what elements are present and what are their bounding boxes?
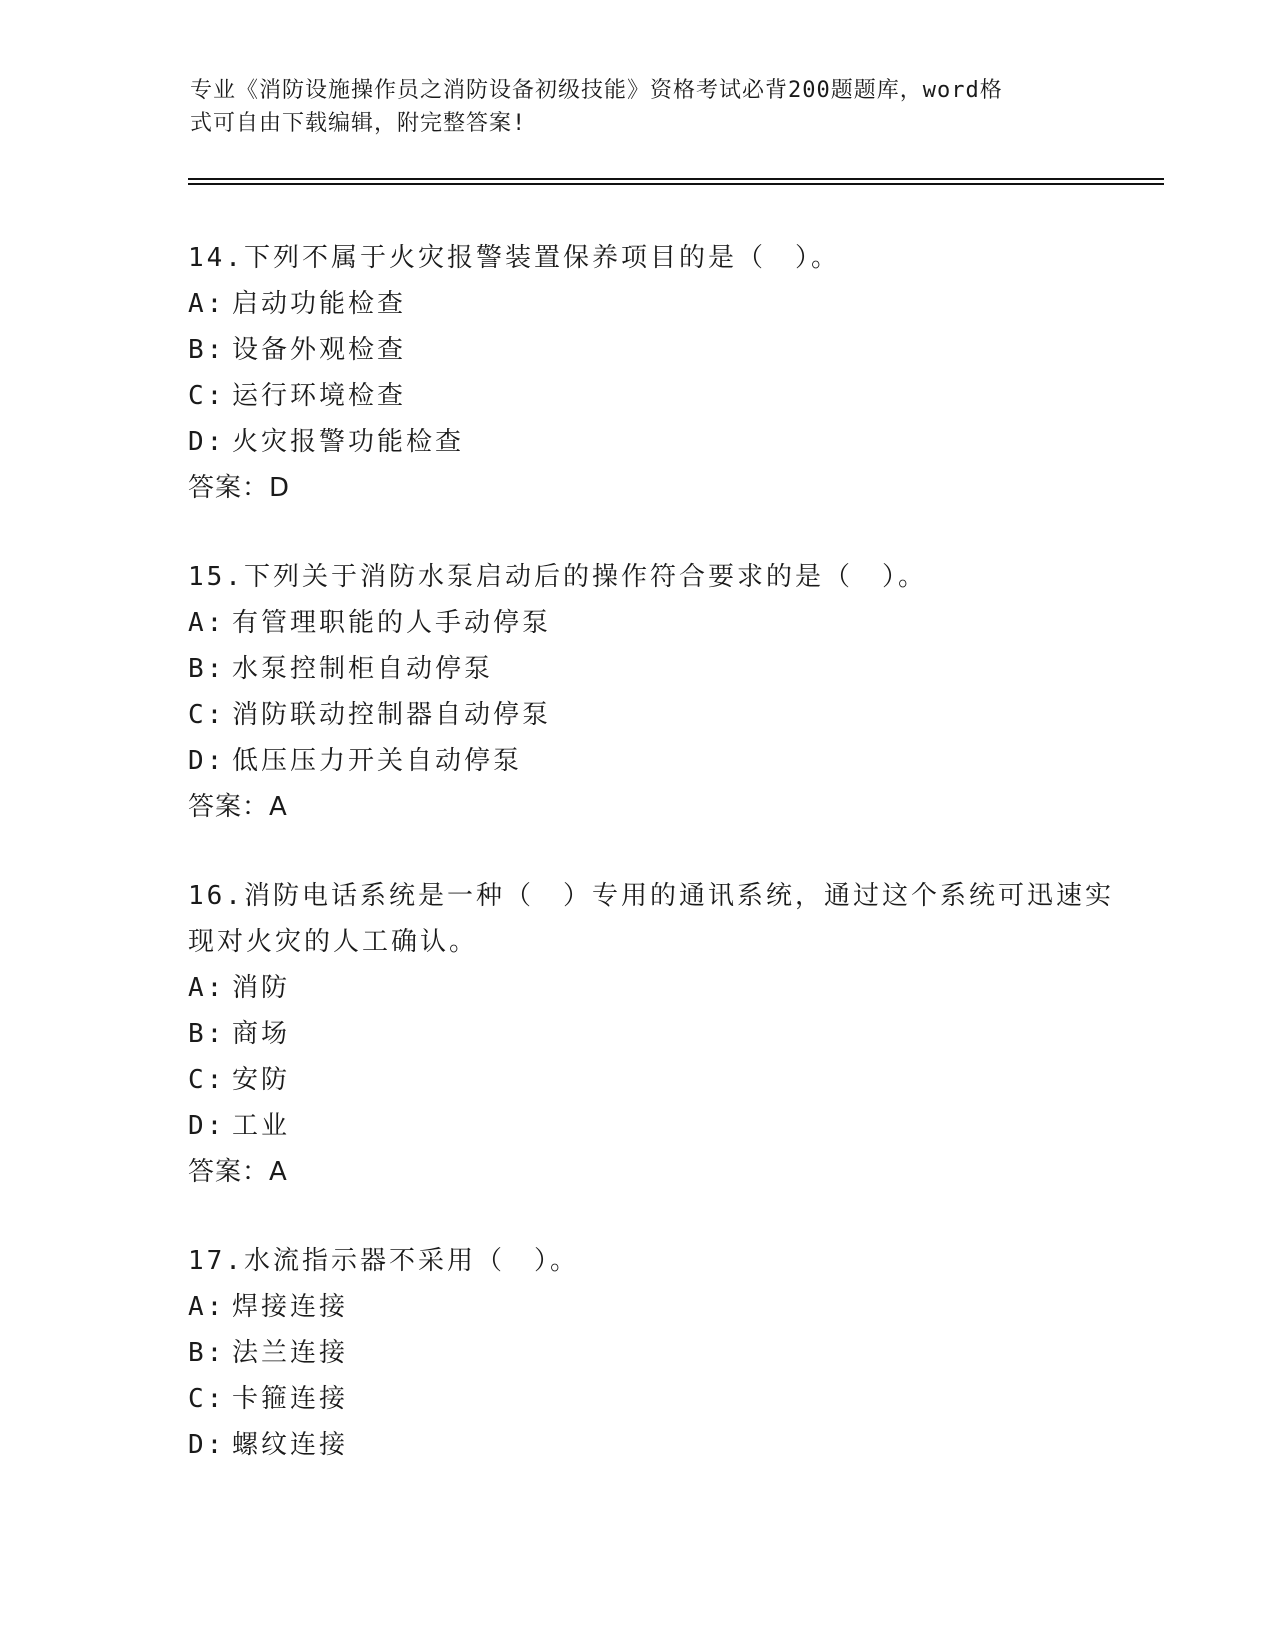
option-letter: C: — [188, 700, 226, 730]
option-text: 消防联动控制器自动停泵 — [232, 700, 552, 730]
option-c — [188, 1376, 1138, 1422]
question-stem: 16.消防电话系统是一种（ ）专用的通讯系统，通过这个系统可迅速实现对火灾的人工确认。 — [188, 881, 1114, 957]
option-b — [188, 327, 1138, 373]
answer-line: 答案：A — [188, 1157, 288, 1187]
option-text: 焊接连接 — [232, 1292, 349, 1322]
option-letter: B: — [188, 335, 226, 365]
option-letter: C: — [188, 381, 226, 411]
option-letter: A: — [188, 973, 226, 1003]
option-d — [188, 1422, 1138, 1468]
option-letter: B: — [188, 1019, 226, 1049]
question-15 — [188, 554, 1138, 830]
option-letter: D: — [188, 1430, 226, 1460]
option-letter: A: — [188, 1292, 226, 1322]
option-b — [188, 1330, 1138, 1376]
option-letter: D: — [188, 1111, 226, 1141]
option-d — [188, 1103, 1138, 1149]
header-line-2: 式可自由下载编辑，附完整答案! — [190, 111, 527, 136]
option-d — [188, 738, 1138, 784]
question-14 — [188, 235, 1138, 511]
option-a — [188, 965, 1138, 1011]
option-a — [188, 281, 1138, 327]
option-letter: A: — [188, 608, 226, 638]
header-rule-top — [188, 178, 1164, 180]
question-stem: 15.下列关于消防水泵启动后的操作符合要求的是（ ）。 — [188, 562, 927, 592]
option-text: 安防 — [232, 1065, 291, 1095]
option-letter: C: — [188, 1384, 226, 1414]
question-17 — [188, 1238, 1138, 1468]
option-text: 低压压力开关自动停泵 — [232, 746, 523, 776]
option-text: 螺纹连接 — [232, 1430, 349, 1460]
option-text: 消防 — [232, 973, 291, 1003]
answer-line: 答案：D — [188, 473, 291, 503]
option-text: 水泵控制柜自动停泵 — [232, 654, 494, 684]
option-letter: D: — [188, 427, 226, 457]
header-line-1: 专业《消防设施操作员之消防设备初级技能》资格考试必背200题题库，word格 — [190, 78, 1003, 103]
option-text: 卡箍连接 — [232, 1384, 349, 1414]
option-letter: D: — [188, 746, 226, 776]
option-text: 设备外观检查 — [232, 335, 407, 365]
question-16 — [188, 873, 1138, 1195]
option-a — [188, 600, 1138, 646]
option-text: 法兰连接 — [232, 1338, 349, 1368]
option-letter: C: — [188, 1065, 226, 1095]
question-stem: 14.下列不属于火灾报警装置保养项目的是（ ）。 — [188, 243, 840, 273]
option-text: 商场 — [232, 1019, 291, 1049]
answer-line: 答案：A — [188, 792, 288, 822]
option-b — [188, 1011, 1138, 1057]
option-letter: B: — [188, 1338, 226, 1368]
option-text: 工业 — [232, 1111, 291, 1141]
option-letter: B: — [188, 654, 226, 684]
option-a — [188, 1284, 1138, 1330]
option-letter: A: — [188, 289, 226, 319]
header-rule-bottom — [188, 183, 1164, 185]
option-text: 有管理职能的人手动停泵 — [232, 608, 552, 638]
option-text: 启动功能检查 — [232, 289, 407, 319]
option-b — [188, 646, 1138, 692]
question-list — [188, 235, 1138, 1511]
option-c — [188, 692, 1138, 738]
option-c — [188, 1057, 1138, 1103]
option-text: 火灾报警功能检查 — [232, 427, 465, 457]
document-header — [190, 74, 1090, 140]
option-d — [188, 419, 1138, 465]
question-stem: 17.水流指示器不采用（ ）。 — [188, 1246, 579, 1276]
option-c — [188, 373, 1138, 419]
option-text: 运行环境检查 — [232, 381, 407, 411]
